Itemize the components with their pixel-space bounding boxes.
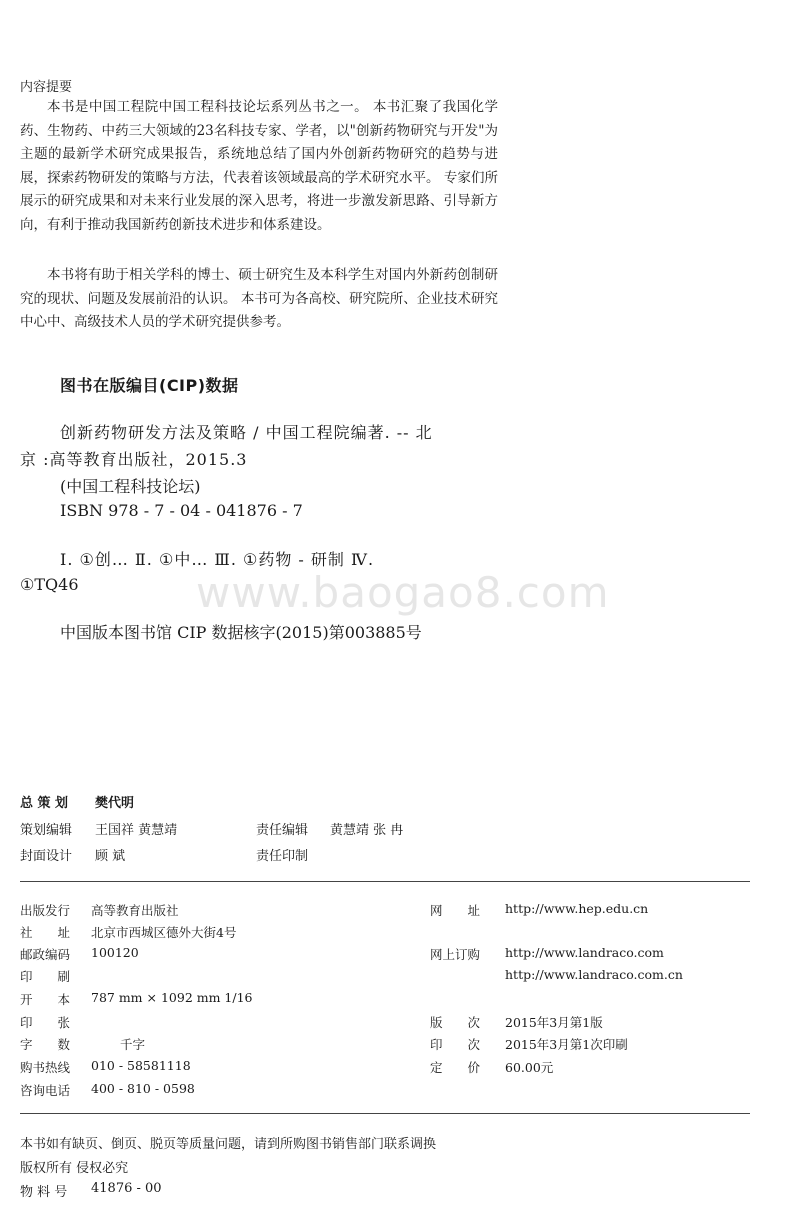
info-value: 2015年3月第1版 bbox=[505, 1015, 603, 1030]
credit-cover: 顾 斌 bbox=[95, 849, 126, 864]
info-label: 字 数 bbox=[20, 1037, 71, 1052]
info-value: 60.00元 bbox=[505, 1060, 554, 1075]
credit-resp-editor-label: 责任编辑 bbox=[256, 823, 309, 838]
summary-title: 内容提要 bbox=[20, 80, 73, 95]
info-label: 邮政编码 bbox=[20, 947, 71, 962]
info-label: 定 价 bbox=[430, 1060, 481, 1075]
credit-planner: 樊代明 bbox=[95, 796, 135, 811]
divider-bottom bbox=[20, 1113, 750, 1114]
credit-print-label: 责任印制 bbox=[256, 849, 309, 864]
info-label: 网上订购 bbox=[430, 947, 481, 962]
info-value: 787 mm × 1092 mm 1/16 bbox=[91, 990, 253, 1005]
credit-editor-label: 策划编辑 bbox=[20, 823, 73, 838]
summary-paragraph-2: 本书将有助于相关学科的博士、硕士研究生及本科学生对国内外新药创制研究的现状、问题及发展前沿的认识。 本书可为各高校、研究院所、企业技术研究中心中、高级技术人员的学术研究提供参考。 bbox=[20, 267, 498, 330]
cip-heading: 图书在版编目(CIP)数据 bbox=[60, 376, 239, 395]
summary-paragraph-1: 本书是中国工程院中国工程科技论坛系列丛书之一。 本书汇聚了我国化学药、生物药、中药三大领域的23名科技专家、学者，以"创新药物研究与开发"为主题的最新学术研究成果报告，系统地总结了国内外创新药物研究的趋势与进展，探索药物研发的策略与方法，代表着该领域最高的学术研究水平。 专家们所展示的研究成果和对未来行业发展的深入思考，将进一步激发新思路、引导新方向，有利于推动我国新药创新技术进步和体系建设。 bbox=[20, 99, 498, 233]
quality-notice: 本书如有缺页、倒页、脱页等质量问题，请到所购图书销售部门联系调换 bbox=[20, 1137, 437, 1152]
material-label: 物 料 号 bbox=[20, 1185, 68, 1200]
cip-isbn: ISBN 978 - 7 - 04 - 041876 - 7 bbox=[60, 501, 303, 520]
info-label: 出版发行 bbox=[20, 903, 71, 918]
info-value: 100120 bbox=[91, 945, 139, 960]
info-value: 010 - 58581118 bbox=[91, 1058, 191, 1073]
order-link-cn[interactable]: http://www.landraco.com.cn bbox=[505, 967, 683, 982]
info-label: 印 刷 bbox=[20, 969, 71, 984]
material-number: 41876 - 00 bbox=[91, 1181, 162, 1196]
credit-cover-label: 封面设计 bbox=[20, 849, 73, 864]
info-value: 高等教育出版社 bbox=[91, 903, 179, 918]
credit-editor: 王国祥 黄慧靖 bbox=[95, 823, 178, 838]
credit-resp-editor: 黄慧靖 张 冉 bbox=[330, 823, 404, 838]
copyright-notice: 版权所有 侵权必究 bbox=[20, 1161, 129, 1176]
info-label: 开 本 bbox=[20, 992, 71, 1007]
cip-classification-1: Ⅰ. ①创… Ⅱ. ①中… Ⅲ. ①药物 - 研制 Ⅳ. bbox=[60, 550, 375, 569]
cip-record: 中国版本图书馆 CIP 数据核字(2015)第003885号 bbox=[60, 623, 422, 642]
divider-top bbox=[20, 881, 750, 882]
credit-planner-label: 总 策 划 bbox=[20, 796, 69, 811]
info-label: 购书热线 bbox=[20, 1060, 71, 1075]
watermark: www.baogao8.com bbox=[196, 568, 610, 617]
info-label: 咨询电话 bbox=[20, 1083, 71, 1098]
info-label: 印 张 bbox=[20, 1015, 71, 1030]
info-label: 网 址 bbox=[430, 903, 481, 918]
info-value: 2015年3月第1次印刷 bbox=[505, 1037, 628, 1052]
info-label: 印 次 bbox=[430, 1037, 481, 1052]
info-value: 400 - 810 - 0598 bbox=[91, 1081, 195, 1096]
info-value: 千字 bbox=[120, 1037, 146, 1052]
website-link[interactable]: http://www.hep.edu.cn bbox=[505, 901, 649, 916]
order-link[interactable]: http://www.landraco.com bbox=[505, 945, 664, 960]
cip-line-1: 创新药物研发方法及策略 / 中国工程院编著. -- 北 bbox=[60, 423, 433, 442]
info-value: 北京市西城区德外大街4号 bbox=[91, 925, 237, 940]
cip-classification-2: ①TQ46 bbox=[20, 575, 79, 594]
cip-line-3: (中国工程科技论坛) bbox=[60, 477, 201, 496]
cip-line-2: 京 :高等教育出版社，2015.3 bbox=[20, 450, 248, 469]
info-label: 版 次 bbox=[430, 1015, 481, 1030]
info-label: 社 址 bbox=[20, 925, 71, 940]
